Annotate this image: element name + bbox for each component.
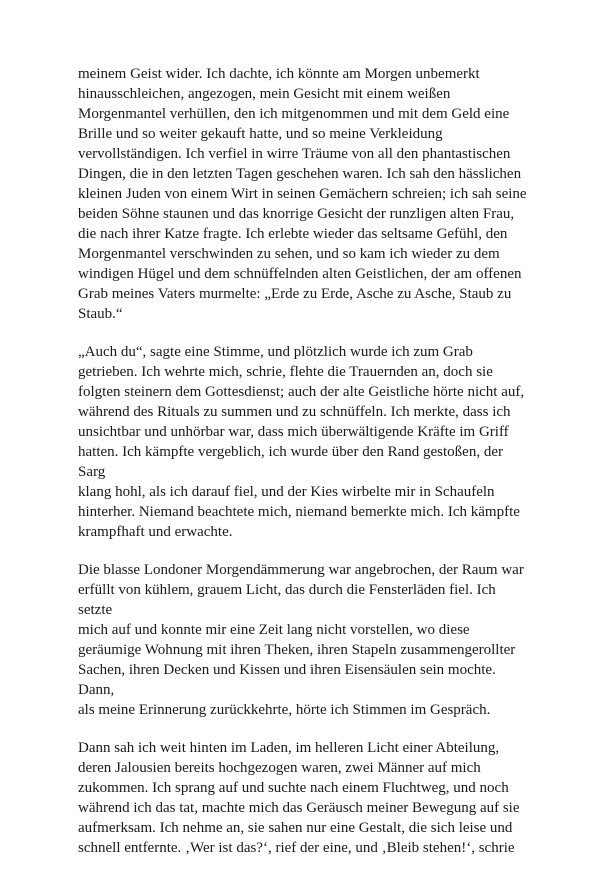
- paragraph-1: meinem Geist wider. Ich dachte, ich könnte am Morgen unbemerkt hinausschleichen, angezogen, mein Gesicht mit einem weißen Morgenmantel verhüllen, den ich mitgenommen und mit dem Geld eine Brille und so weiter gekauft hatte, und so meine Verkleidung vervollständigen. Ich verfiel in wirre Träume von all den phantastischen Dingen, die in den letzten Tagen geschehen waren. Ich sah den hässlichen kleinen Juden von einem Wirt in seinen Gemächern schreien; ich sah seine beiden Söhne staunen und das knorrige Gesicht der runzligen alten Frau, die nach ihrer Katze fragte. Ich erlebte wieder das seltsame Gefühl, den Morgenmantel verschwinden zu sehen, und so kam ich wieder zu dem windigen Hügel und dem schnüffelnden alten Geistlichen, der am offenen Grab meines Vaters murmelte: „Erde zu Erde, Asche zu Asche, Staub zu Staub.“: [78, 66, 527, 322]
- paragraph-2: „Auch du“, sagte eine Stimme, und plötzlich wurde ich zum Grab getrieben. Ich wehrte mich, schrie, flehte die Trauernden an, doch sie folgten steinern dem Gottesdienst; auch der alte Geistliche hörte nicht auf, während des Rituals zu summen und zu schnüffeln. Ich merkte, dass ich unsichtbar und unhörbar war, dass mich überwältigende Kräfte im Griff hatten. Ich kämpfte vergeblich, ich wurde über den Rand gestoßen, der Sarg klang hohl, als ich darauf fiel, und der Kies wirbelte mir in Schaufeln hinterher. Niemand beachtete mich, niemand bemerkte mich. Ich kämpfte krampfhaft und erwachte.: [78, 344, 525, 540]
- body-text: [78, 64, 528, 876]
- paragraph-4: Dann sah ich weit hinten im Laden, im helleren Licht einer Abteilung, deren Jalousien bereits hochgezogen waren, zwei Männer auf mich zukommen. Ich sprang auf und suchte nach einem Fluchtweg, und noch während ich das tat, machte mich das Geräusch meiner Bewegung auf sie aufmerksam. Ich nehme an, sie sahen nur eine Gestalt, die sich leise und schnell entfernte. ‚Wer ist das?‘, rief der eine, und ‚Bleib stehen!‘, schrie: [78, 740, 520, 856]
- paragraph-3: Die blasse Londoner Morgendämmerung war angebrochen, der Raum war erfüllt von kühlem, grauem Licht, das durch die Fensterläden fiel. Ich setzte mich auf und konnte mir eine Zeit lang nicht vorstellen, wo diese geräumige Wohnung mit ihren Theken, ihren Stapeln zusammengerollter Sachen, ihren Decken und Kissen und ihren Eisensäulen sein mochte. Dann, als meine Erinnerung zurückkehrte, hörte ich Stimmen im Gespräch.: [78, 562, 524, 718]
